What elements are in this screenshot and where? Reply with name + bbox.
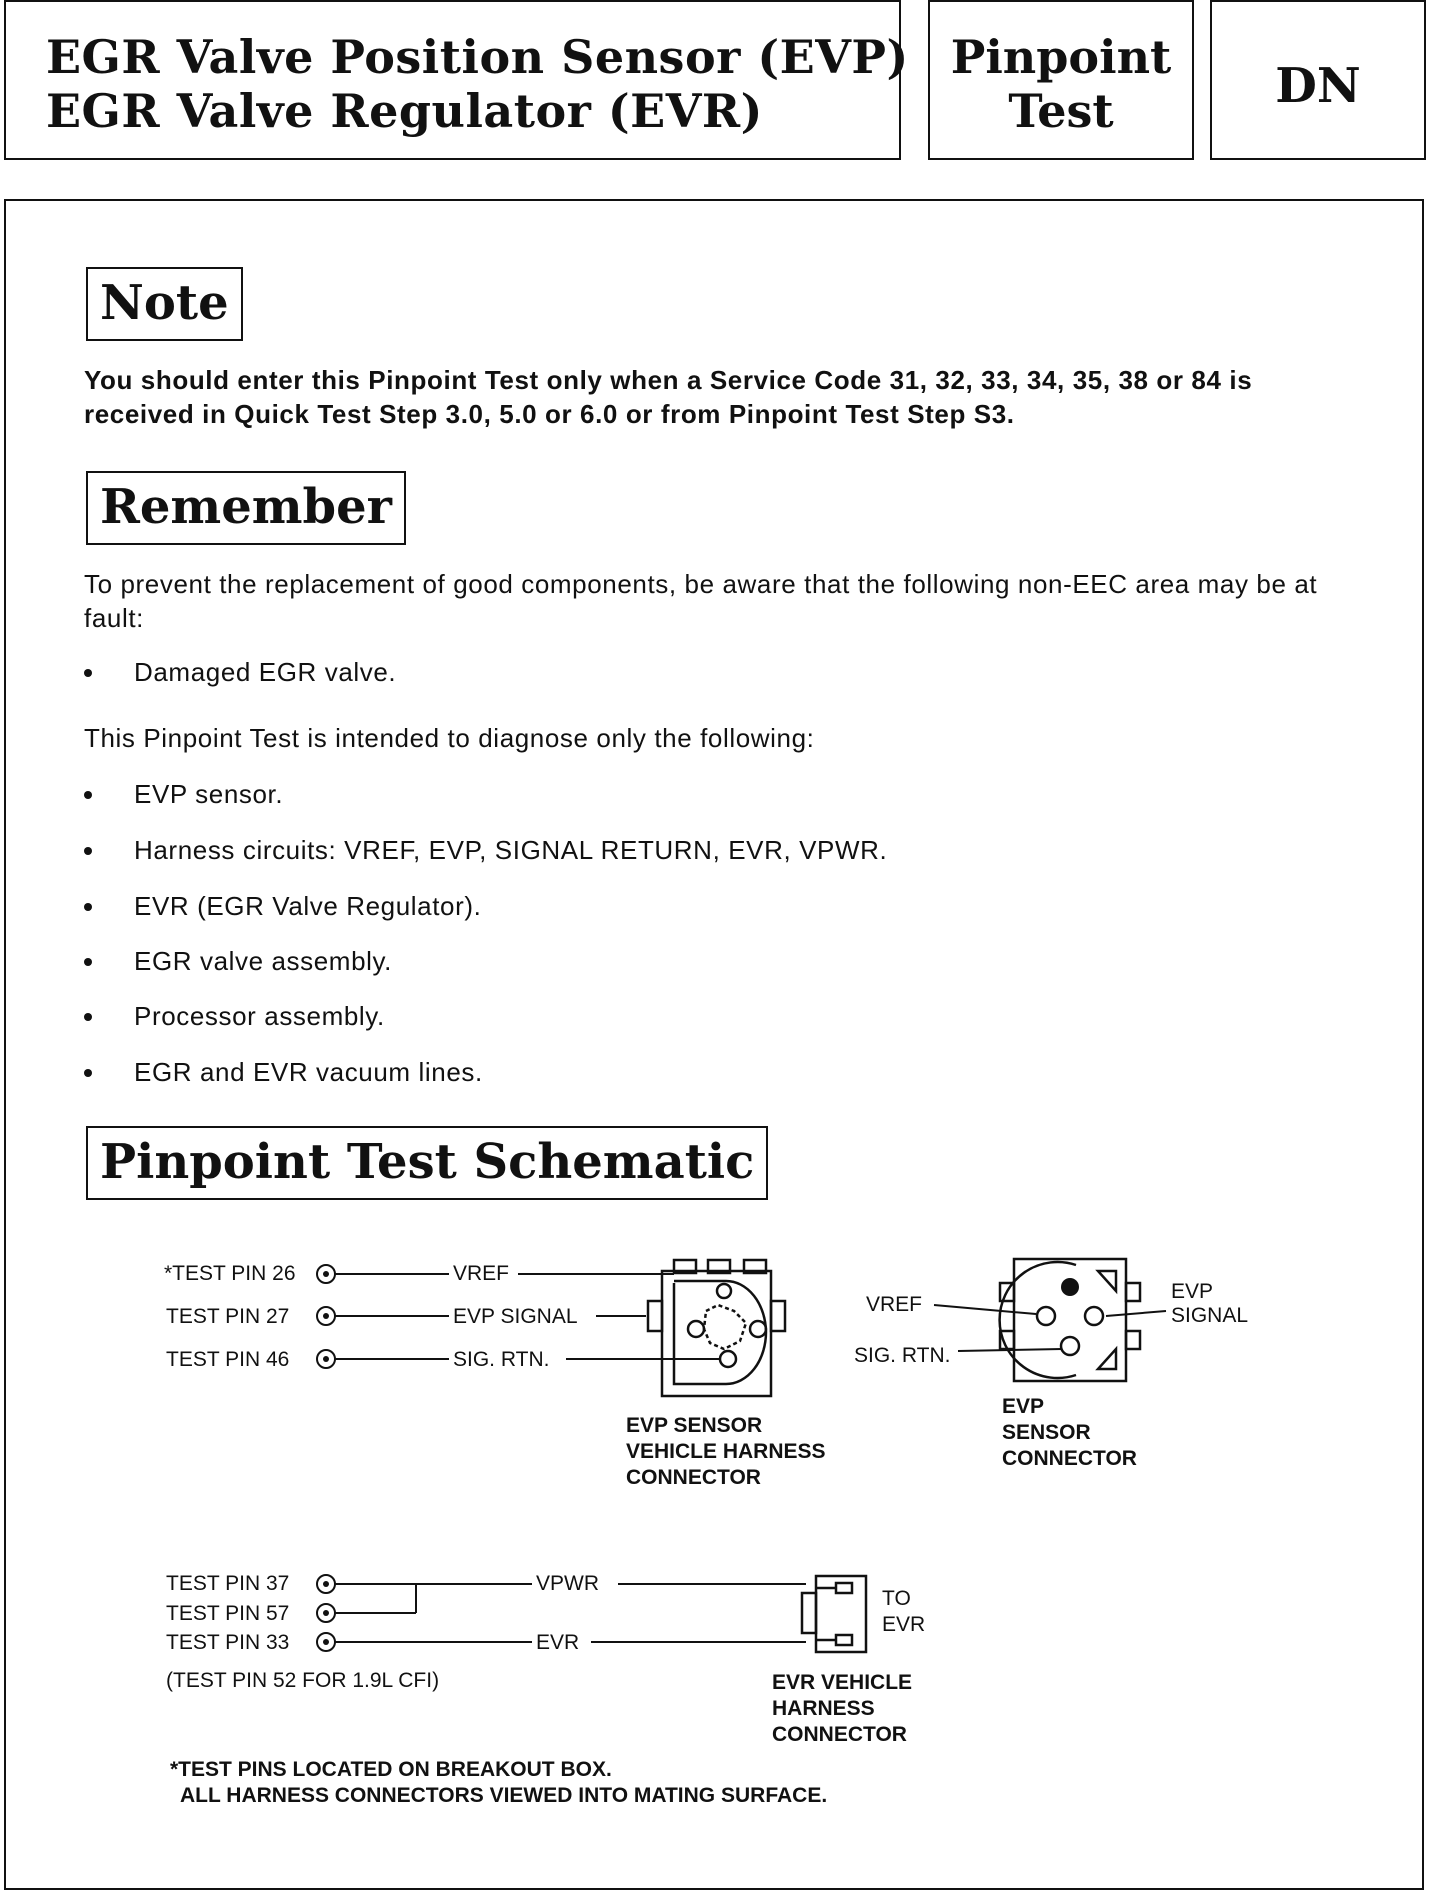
evr-connector-label-3: CONNECTOR	[772, 1723, 907, 1746]
intended-text: This Pinpoint Test is intended to diagnose only the following:	[84, 723, 815, 753]
test-pin-57-label: TEST PIN 57	[166, 1602, 290, 1625]
to-evr-label-2: EVR	[882, 1613, 926, 1636]
evp-harness-connector-icon	[648, 1260, 785, 1396]
footnote-line-1: *TEST PINS LOCATED ON BREAKOUT BOX.	[170, 1758, 612, 1781]
sensor-sig-rtn-label: SIG. RTN.	[854, 1344, 951, 1367]
title-box	[4, 0, 909, 160]
evr-connector-label-1: EVR VEHICLE	[772, 1671, 913, 1694]
vpwr-signal-label: VPWR	[536, 1572, 599, 1595]
list-item-text: EVP sensor.	[134, 779, 284, 809]
pin-terminal-icon	[317, 1604, 335, 1622]
pin-terminal-icon	[317, 1350, 335, 1368]
pin-terminal-icon	[317, 1633, 335, 1651]
test-pin-46-label: TEST PIN 46	[166, 1348, 290, 1371]
evp-harness-connector-label-3: CONNECTOR	[626, 1466, 761, 1489]
remember-text: To prevent the replacement of good components, be aware that the following non-EEC area may be at fault:	[84, 569, 1318, 633]
remember-heading: Remember	[86, 471, 406, 545]
pin-terminal-icon	[317, 1265, 335, 1283]
sensor-evp-signal-label-1: EVP	[1171, 1280, 1214, 1303]
vref-leader-line	[934, 1305, 1036, 1314]
evp-signal-leader-line	[1106, 1311, 1166, 1316]
evp-sensor-connector-label-2: SENSOR	[1002, 1421, 1091, 1444]
test-code: DN	[1275, 58, 1361, 114]
evr-signal-label: EVR	[536, 1631, 580, 1654]
note-heading: Note	[86, 267, 243, 341]
list-item-text: Damaged EGR valve.	[134, 657, 397, 687]
evp-signal-label: EVP SIGNAL	[453, 1305, 578, 1328]
sig-rtn-signal-label: SIG. RTN.	[453, 1348, 550, 1371]
test-pin-33-label: TEST PIN 33	[166, 1631, 290, 1654]
schematic-heading: Pinpoint Test Schematic	[86, 1126, 768, 1200]
vref-signal-label: VREF	[453, 1262, 510, 1285]
list-item-text: Processor assembly.	[134, 1001, 385, 1031]
note-text: You should enter this Pinpoint Test only when a Service Code 31, 32, 33, 34, 35, 38 or 84 is received in Quick Test Step 3.0, 5.0 or 6.0 or from Pinpoint Test Step S3.	[84, 365, 1253, 429]
list-item-text: EGR and EVR vacuum lines.	[134, 1057, 483, 1087]
sig-rtn-leader-line	[958, 1349, 1062, 1351]
evp-harness-connector-label-2: VEHICLE HARNESS	[626, 1440, 826, 1463]
list-item-text: Harness circuits: VREF, EVP, SIGNAL RETURN, EVR, VPWR.	[134, 835, 888, 865]
test-code-box	[1210, 0, 1426, 160]
sensor-vref-label: VREF	[866, 1293, 923, 1316]
evr-pin-note: (TEST PIN 52 FOR 1.9L CFI)	[166, 1669, 440, 1692]
pin-terminal-icon	[317, 1307, 335, 1325]
pinpoint-label-line-1: Pinpoint	[950, 30, 1172, 84]
test-pin-26-label: *TEST PIN 26	[164, 1262, 296, 1285]
pinpoint-label-line-2: Test	[1008, 84, 1114, 138]
sensor-evp-signal-label-2: SIGNAL	[1171, 1304, 1249, 1327]
test-pin-37-label: TEST PIN 37	[166, 1572, 290, 1595]
list-item-text: EVR (EGR Valve Regulator).	[134, 891, 482, 921]
pinpoint-test-schematic	[6, 201, 1422, 1888]
footnote-line-2: ALL HARNESS CONNECTORS VIEWED INTO MATING SURFACE.	[180, 1784, 828, 1807]
evr-connector-icon	[802, 1576, 866, 1652]
page-title-line-2: EGR Valve Regulator (EVR)	[46, 84, 763, 138]
evr-connector-label-2: HARNESS	[772, 1697, 875, 1720]
evp-sensor-connector-label-3: CONNECTOR	[1002, 1447, 1137, 1470]
evp-harness-connector-label-1: EVP SENSOR	[626, 1414, 763, 1437]
evp-sensor-connector-label-1: EVP	[1002, 1395, 1045, 1418]
pinpoint-test-box	[928, 0, 1194, 160]
pin-terminal-icon	[317, 1575, 335, 1593]
list-item-text: EGR valve assembly.	[134, 946, 392, 976]
main-content-box	[4, 199, 1424, 1890]
page-title-line-1: EGR Valve Position Sensor (EVP)	[46, 30, 909, 84]
to-evr-label-1: TO	[882, 1587, 911, 1610]
test-pin-27-label: TEST PIN 27	[166, 1305, 290, 1328]
evp-sensor-connector-icon	[1000, 1259, 1140, 1381]
